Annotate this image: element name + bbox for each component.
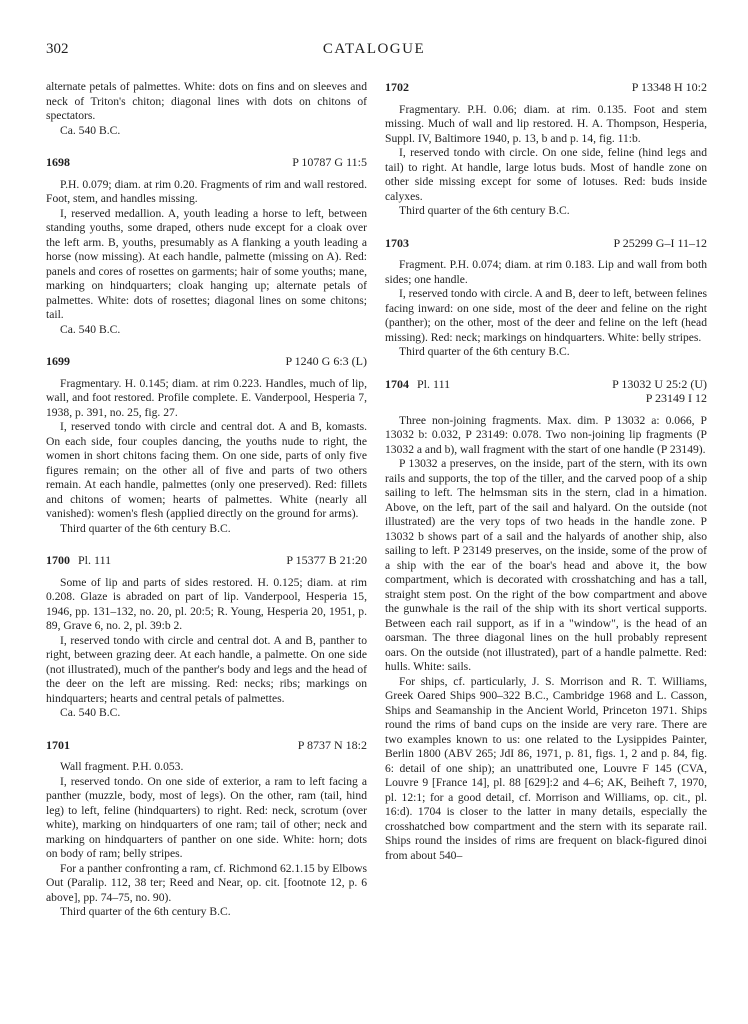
entry-paragraph: For ships, cf. particularly, J. S. Morrison and R. T. Williams, Greek Oared Ships 900–322 B.C., Cambridge 1968 and L. Casson, Ships and Seamanship in the Ancient World, Princeton 1971. Ships round the rims of band cups on the inside are very rare. There are two examples known to us: one related to the Lysippides Painter, Berlin 1800 (ABV 265; JdI 86, 1971, p. 81, figs. 1, 2 and p. 84, fig. 6: detail of one ship); an unattributed one, Louvre F 145 (CVA, Louvre 9 [France 14], pl. 88 [629]:2 and 4–6; AK, Beiheft 7, 1970, pl. 12:1; for a good detail, cf. Morrison and Williams, op. cit., pl. 16:d). 1704 is closer to the latter in many details, especially the crosshatched bow compartment and the stern with its separate rail. Ships round the insides of rims are frequent on black-figured dinoi from about 540– (385, 674, 707, 862)
entry-date: Third quarter of the 6th century B.C. (60, 521, 231, 535)
entry-date: Third quarter of the 6th century B.C. (399, 204, 570, 217)
entry-date: Ca. 540 B.C. (60, 322, 121, 336)
page-header (0, 41, 748, 61)
entry-date: Ca. 540 B.C. (60, 123, 121, 137)
entry-heading (46, 738, 367, 753)
plate-reference: Pl. 111 (78, 553, 112, 567)
catalogue-entry (385, 236, 707, 360)
entry-date: Third quarter of the 6th century B.C. (399, 345, 570, 358)
entry-paragraph: I, reserved tondo with circle and central dot. A and B, komasts. On each side, four couples dancing, the youths nude to right, the women in short chitons facing them. On one side, parts of only five figures remain; on the other all of five and parts of two others remain. At each handle, palmettes (only one preserved). Red: fillets and chitons of women; hearts of palmettes. White (nearly all vanished): women's flesh (applied directly on the ground for arms). (46, 420, 367, 520)
catalogue-entry (46, 738, 367, 920)
entry-paragraph: Wall fragment. P.H. 0.053. (60, 760, 184, 773)
entry-number: 1703 (385, 235, 409, 250)
entry-paragraph: P.H. 0.079; diam. at rim 0.20. Fragments of rim and wall restored. Foot, stem, and handles missing. (46, 177, 367, 205)
inventory-number (612, 377, 707, 406)
entry-paragraph: Fragmentary. P.H. 0.06; diam. at rim. 0.135. Foot and stem missing. Much of wall and lip restored. H. A. Thompson, Hesperia, Suppl. IV, Baltimore 1940, p. 13, b and p. 14, fig. 11:b. (385, 102, 707, 145)
inventory-number: P 25299 G–I 11–12 (613, 235, 707, 250)
entry-number: 1701 (46, 737, 70, 752)
entry-paragraph: Fragment. P.H. 0.074; diam. at rim 0.183. Lip and wall from both sides; one handle. (385, 258, 707, 286)
entry-paragraph: For a panther confronting a ram, cf. Richmond 62.1.15 by Elbows Out (Paralip. 112, 38 ter; Reed and Near, op. cit. [footnote 12, p. 6 above], pp. 74–75, no. 90). (46, 861, 367, 904)
entry-heading (46, 354, 367, 369)
entry-number: 1698 (46, 155, 70, 169)
running-title: CATALOGUE (322, 41, 426, 57)
plate-reference: Pl. 111 (417, 376, 451, 391)
catalogue-entry (46, 155, 367, 337)
entry-paragraph: Some of lip and parts of sides restored. H. 0.125; diam. at rim 0.208. Glaze is abraded on part of lip. Vanderpool, Hesperia 15, 1946, pp. 131–132, no. 20, pl. 20:5; R. Young, Hesperia 20, 1951, p. 89, Grave 6, no. 2, pl. 39:b 2. (46, 575, 367, 632)
catalogue-entry (46, 553, 367, 721)
entry-number: 1699 (46, 354, 70, 368)
inventory-number: P 15377 B 21:20 (286, 553, 367, 567)
inventory-number-line: P 23149 I 12 (645, 391, 707, 405)
entry-paragraph: I, reserved medallion. A, youth leading a horse to left, between standing youths, some draped, others nude except for a cloak over the left arm. B, youths, presumably as A flanking a youth leading a horse (now missing). At each handle, palmette (missing on A). Red: panels and cores of rosettes on garments; hair of some youths; mane, marking on hindquarters; cloak hanging up; alternate petals of palmettes. White: dots of rosettes; diagonal lines on some chitons; tail. (46, 206, 367, 321)
inventory-number-line: P 13032 U 25:2 (U) (612, 376, 707, 391)
entry-heading (385, 236, 707, 251)
entry-paragraph: I, reserved tondo with circle. A and B, deer to left, between felines facing inward: on one side, most of the deer and feline on the right (panther); on the other, most of the deer and feline on the left (head missing). Red: neck; markings on hindquarters. White: belly stripes. (385, 287, 707, 344)
entry-paragraph: Three non-joining fragments. Max. dim. P 13032 a: 0.066, P 13032 b: 0.032, P 23149: 0.078. Two non-joining lip fragments (P 13032 a and b), wall fragment with the start of one handle (P 23149). (385, 413, 707, 456)
entry-paragraph: I, reserved tondo. On one side of exterior, a ram to left facing a panther (muzzle, body, most of legs). On the other, ram (tail, hind leg) to left, feline (hindquarters) to right. Red: neck, scrotum (over white), marking on hindquarters of one ram; tail of other; neck and marking on hindquarters of panther on one side. White: horn; dots on body of ram; belly stripes. (46, 774, 367, 860)
entry-heading (385, 80, 707, 95)
entry-number: 1702 (385, 80, 409, 94)
right-column (385, 80, 707, 863)
entry-heading (385, 377, 707, 406)
entry-paragraph: Fragmentary. H. 0.145; diam. at rim 0.223. Handles, much of lip, wall, and foot restored. Profile complete. E. Vanderpool, Hesperia 7, 1938, p. 391, no. 25, fig. 27. (46, 376, 367, 419)
inventory-number: P 13348 H 10:2 (631, 80, 707, 94)
catalogue-entry (385, 80, 707, 219)
carryover-paragraph: alternate petals of palmettes. White: dots on fins and on sleeves and neck of Triton's chiton; diagonal lines with dots on chitons of spectators. (46, 80, 367, 122)
left-column (46, 80, 367, 937)
catalogue-entry (46, 354, 367, 536)
inventory-number: P 10787 G 11:5 (292, 155, 367, 169)
entry-number: 1700 (46, 553, 70, 567)
entry-date: Third quarter of the 6th century B.C. (60, 905, 231, 918)
entry-paragraph: P 13032 a preserves, on the inside, part of the stern, with its own rails and supports, the top of the tiller, and the carved poop of a ship sailing to left. The helmsman sits in the stern, clad in a himation. Above, on the left, part of the sail and halyard. On the outside (not illustrated) are the very tops of two heads in the handle zone. P 13032 b shows part of a sail and the halyards of another ship, also sailing to left. P 23149 preserves, on the inside, some of the prow of a ship with the ear of the boar's head and above it, the bow compartment, which is decorated with crosshatching and has a tall, straight stem post. On the right of the bow compartment and above the gunwhale is the rail of the ship with its short vertical supports. Between each rail support, as if in a "window", is the head of an oarsman. The three diagonal lines on the hull probably represent oars. On the outside (not illustrated), part of a handle palmette. Red: hulls. White: sails. (385, 457, 707, 673)
entry-number: 1704 (385, 376, 409, 391)
page-number: 302 (46, 41, 69, 57)
inventory-number: P 8737 N 18:2 (297, 737, 367, 752)
entry-heading (46, 553, 367, 568)
entry-date: Ca. 540 B.C. (60, 706, 121, 719)
inventory-number: P 1240 G 6:3 (L) (285, 354, 367, 368)
entry-paragraph: I, reserved tondo with circle. On one side, feline (hind legs and tail) to right. At handle, large lotus buds. Most of handle zone on other side missing except for some of lotuses. Red: buds inside calyxes. (385, 146, 707, 203)
entry-paragraph: I, reserved tondo with circle and central dot. A and B, panther to right, between grazing deer. At each handle, a palmette. On one side (not illustrated), much of the panther's body and legs and the head of the deer on the left are missing. Red: necks; ribs; markings on hindquarters; hearts and central petals of palmettes. (46, 633, 367, 705)
catalogue-entry (385, 377, 707, 864)
entry-heading (46, 155, 367, 170)
